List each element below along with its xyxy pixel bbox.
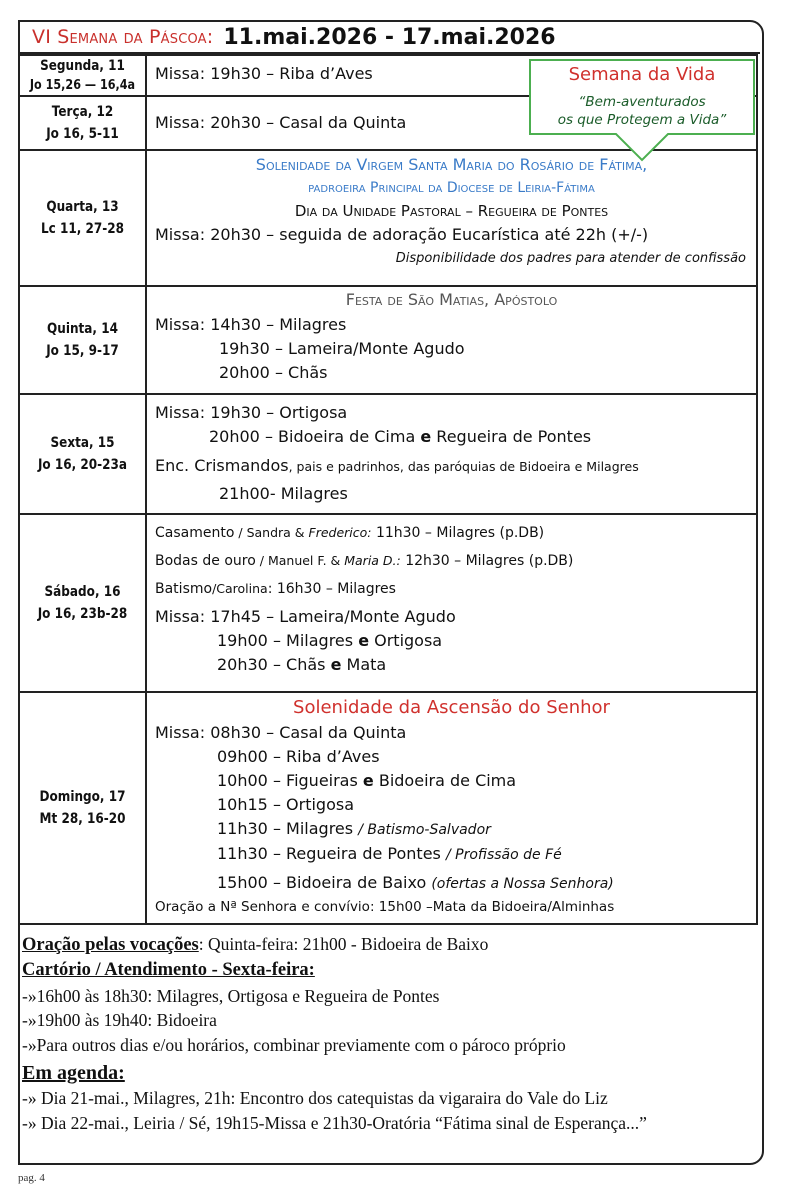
office-title: Cartório / Atendimento - Sexta-feira: (22, 960, 315, 980)
day-content (146, 150, 757, 286)
baptism-time: : 16h30 – Milagres (267, 581, 396, 597)
week-header (20, 22, 758, 52)
day-row-sunday (19, 692, 757, 924)
feast-title: Festa de São Matias, Apóstolo (345, 290, 558, 309)
page-number: pag. 4 (18, 1172, 45, 1184)
day-reading: Jo 15,26 — 16,4a (29, 78, 136, 93)
mass-time: 20h30 – Casal da Quinta (205, 113, 407, 132)
bulletin-page (18, 20, 768, 1170)
day-content (146, 692, 757, 924)
day-cell (28, 286, 137, 394)
agenda-item: -» Dia 22-mai., Leiria / Sé, 19h15-Missa e 21h30-Oratória “Fátima sinal de Esperança...” (22, 1113, 647, 1133)
mass-time: 20h00 – Chãs (219, 363, 328, 382)
vocations-text: : Quinta-feira: 21h00 - Bidoeira de Baixo (198, 934, 489, 954)
wedding-couple: / Sandra & (234, 525, 309, 540)
mass-time: 14h30 – Milagres (205, 315, 347, 334)
weekly-schedule (18, 54, 758, 925)
mass-time: 11h30 – Regueira de Pontes (217, 844, 446, 863)
wedding-couple-2: Frederico: (308, 525, 372, 540)
callout-subtitle (528, 93, 756, 129)
day-row-wednesday (19, 150, 757, 286)
mass-time: 10h00 – Figueiras (217, 771, 363, 790)
callout-subtitle-line: os que Protegem a Vida” (557, 112, 727, 128)
semana-da-vida-callout (528, 58, 756, 162)
mass-time: 19h30 – Riba d’Aves (205, 64, 373, 83)
mass-time: 19h30 – Lameira/Monte Agudo (219, 339, 465, 358)
mass-time: 17h45 – Lameira/Monte Agudo (205, 607, 456, 626)
wedding-time: 11h30 – Milagres (p.DB) (371, 525, 545, 541)
mass-label: Missa: (155, 64, 206, 83)
mass-place: Regueira de Pontes (431, 427, 592, 446)
day-name: Sexta, 15 (50, 435, 115, 451)
mass-place: Mata (341, 655, 387, 674)
mass-time: 20h00 – Bidoeira de Cima (209, 427, 421, 446)
mass-time: 15h00 – Bidoeira de Baixo (217, 873, 432, 892)
callout-subtitle-line: “Bem-aventurados (578, 94, 706, 110)
day-reading: Jo 16, 5-11 (46, 126, 119, 142)
office-line: -»Para outros dias e/ou horários, combinar previamente com o pároco próprio (22, 1035, 566, 1055)
week-label: VI Semana da Páscoa: (32, 26, 214, 48)
mass-label: Missa: (155, 315, 206, 334)
wedding-label: Casamento (155, 525, 235, 541)
baptism-label: Batismo (155, 581, 213, 597)
mass-label: Missa (155, 723, 200, 742)
day-reading: Jo 16, 23b-28 (37, 606, 128, 622)
day-name: Domingo, 17 (39, 789, 126, 805)
mass-label: Missa: (155, 113, 206, 132)
office-line: -»16h00 às 18h30: Milagres, Ortigosa e Regueira de Pontes (22, 986, 440, 1006)
day-row-saturday (19, 514, 757, 692)
day-name: Sábado, 16 (44, 584, 121, 600)
crismandos-text: , pais e padrinhos, das paróquias de Bidoeira e Milagres (288, 459, 639, 474)
prayer-time: : 15h00 –Mata da Bidoeira/Alminhas (369, 899, 615, 915)
crismandos-time: 21h00- Milagres (219, 484, 348, 503)
conjunction: e (420, 427, 432, 446)
solemnity-subtitle: padroeira Principal da Diocese de Leiria-Fátima (308, 180, 595, 196)
mass-time: 20h30 – Chãs (217, 655, 331, 674)
gold-couple-2: Maria D.: (344, 553, 401, 568)
solemnity-title: Solenidade da Virgem Santa Maria do Rosário de Fátima, (255, 155, 648, 174)
gold-time: 12h30 – Milagres (p.DB) (400, 553, 574, 569)
day-name: Quarta, 13 (46, 199, 119, 215)
mass-time: : 08h30 – Casal da Quinta (199, 723, 407, 742)
mass-place: Ortigosa (369, 631, 443, 650)
day-name: Terça, 12 (51, 104, 114, 120)
mass-label: Missa: (155, 403, 206, 422)
day-row-thursday (19, 286, 757, 394)
ascension-title: Solenidade da Ascensão do Senhor (293, 697, 610, 718)
gold-couple: / Manuel F. & (255, 553, 345, 568)
agenda-title: Em agenda: (22, 1062, 125, 1084)
callout-title: Semana da Vida (568, 64, 716, 85)
day-name: Segunda, 11 (40, 58, 125, 74)
baptism-name: /Carolina (212, 581, 268, 596)
day-cell (28, 96, 137, 150)
day-name: Quinta, 14 (47, 321, 118, 337)
mass-time: 10h15 – Ortigosa (217, 795, 355, 814)
day-cell (28, 394, 137, 514)
office-line: -»19h00 às 19h40: Bidoeira (22, 1010, 217, 1030)
day-content (146, 394, 757, 514)
day-content (146, 514, 757, 692)
mass-note: (ofertas a Nossa Senhora) (431, 876, 614, 892)
mass-note: / Batismo-Salvador (358, 822, 491, 838)
mass-time: 20h30 – seguida de adoração Eucarística até 22h (+/-) (205, 225, 649, 244)
mass-time: 19h30 – Ortigosa (205, 403, 348, 422)
mass-time: 11h30 – Milagres (217, 819, 359, 838)
conjunction: e (362, 771, 374, 790)
mass-time: 09h00 – Riba d’Aves (217, 747, 380, 766)
day-cell (28, 150, 137, 286)
day-cell (28, 514, 137, 692)
conjunction: e (330, 655, 342, 674)
mass-label: Missa: (155, 607, 206, 626)
week-dates: 11.mai.2026 - 17.mai.2026 (223, 24, 556, 50)
mass-place: Bidoeira de Cima (373, 771, 517, 790)
day-reading: Mt 28, 16-20 (39, 811, 126, 827)
mass-time: 19h00 – Milagres (217, 631, 359, 650)
confession-note: Disponibilidade dos padres para atender de confissão (395, 251, 746, 266)
mass-note: / Profissão de Fé (445, 847, 562, 863)
agenda-item: -» Dia 21-mai., Milagres, 21h: Encontro dos catequistas da vigaraira do Vale do Liz (22, 1088, 608, 1108)
day-reading: Jo 16, 20-23a (37, 457, 128, 473)
gold-label: Bodas de ouro (155, 553, 256, 569)
day-reading: Jo 15, 9-17 (46, 343, 119, 359)
vocations-line (22, 934, 488, 956)
conjunction: e (358, 631, 370, 650)
day-cell (28, 55, 137, 96)
vocations-label: Oração pelas vocações (22, 935, 199, 955)
crismandos-label: Enc. Crismandos (155, 456, 289, 475)
mass-label: Missa: (155, 225, 206, 244)
day-reading: Lc 11, 27-28 (40, 221, 125, 237)
day-content (146, 286, 757, 394)
prayer-label: Oração a Nª Senhora e convívio (155, 899, 370, 915)
day-row-friday (19, 394, 757, 514)
unity-day: Dia da Unidade Pastoral – Regueira de Pontes (294, 202, 609, 220)
day-cell (28, 692, 137, 924)
